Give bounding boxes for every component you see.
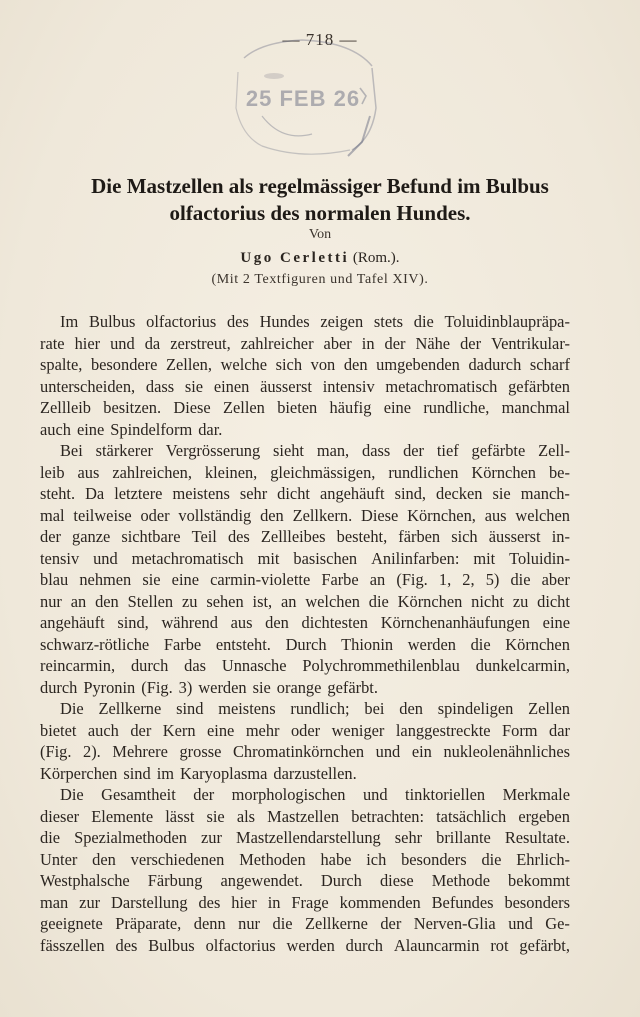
stamp-date: 25 FEB 26 — [245, 86, 361, 111]
page-number: — 718 — — [282, 30, 358, 49]
title-line-1: Die Mastzellen als regelmässiger Befund im Bulbus — [91, 174, 549, 198]
text-line: Körperchen sind im Karyoplasma darzustellen. — [40, 763, 357, 783]
text-line: durch Pyronin (Fig. 3) werden sie orange gefärbt. — [40, 677, 378, 697]
title-line-2: olfactorius des normalen Hundes. — [169, 201, 471, 225]
text-line: Unter den verschiedenen Methoden habe ich besonders die Ehrlich- — [40, 849, 570, 869]
author-name: Ugo Cerletti — [240, 250, 350, 266]
text-line: schwarz-rötliche Farbe entsteht. Durch Thionin werden die Körnchen — [40, 634, 570, 654]
text-line: auch eine Spindelform dar. — [40, 419, 223, 439]
text-line: man zur Darstellung des hier in Frage kommenden Befundes besonders — [40, 892, 570, 912]
text-line: die Spezialmethoden zur Mastzellendarstellung sehr brillante Resultate. — [40, 828, 570, 847]
text-line: (Fig. 2). Mehrere grosse Chromatinkörnchen und ein nukleolenähnliches — [40, 742, 570, 761]
author-line — [0, 250, 640, 267]
text-line: Die Zellkerne sind meistens rundlich; bei den spindeligen Zellen — [60, 699, 570, 718]
text-line: rate hier und da zerstreut, zahlreicher aber in der Nähe der Ventrikular- — [40, 333, 570, 353]
byline-von: Von — [308, 227, 332, 242]
text-line: reincarmin, durch das Unnasche Polychrommethilenblau dunkelcarmin, — [40, 656, 570, 675]
article-title — [0, 173, 640, 227]
text-line: Im Bulbus olfactorius des Hundes zeigen stets die Toluidinblaupräpa- — [60, 312, 570, 331]
text-line: steht. Da letztere meistens sehr dicht angehäuft sind, decken sie manch- — [40, 484, 570, 503]
text-line: Bei stärkerer Vergrösserung sieht man, dass der tief gefärbte Zell- — [60, 441, 570, 460]
text-line: Zellleib besitzen. Diese Zellen bieten häufig eine rundliche, manchmal — [40, 398, 570, 417]
text-line: fässzellen des Bulbus olfactorius werden durch Alauncarmin rot gefärbt, — [40, 935, 570, 955]
body-text — [40, 311, 570, 956]
text-line: tensiv und metachromatisch mit basischen Anilinfarben: mit Toluidin- — [40, 548, 570, 568]
text-line: dieser Elemente lässt sie als Mastzellen betrachten: tatsächlich ergeben — [40, 806, 570, 826]
text-line: spalte, besondere Zellen, welche sich von den umgebenden dadurch scharf — [40, 355, 570, 374]
figures-note: (Mit 2 Textfiguren und Tafel XIV). — [211, 272, 429, 287]
text-line: leib aus zahlreichen, kleinen, gleichmässigen, rundlichen Körnchen be- — [40, 462, 570, 482]
text-line: nur an den Stellen zu sehen ist, an welchen die Körnchen nicht zu dicht — [40, 591, 570, 611]
text-line: mal teilweise oder vollständig den Zellkern. Diese Körnchen, aus welchen — [40, 505, 570, 525]
text-line: der ganze sichtbare Teil des Zellleibes besteht, färben sich äusserst in- — [40, 527, 570, 546]
text-line: unterscheiden, dass sie einen äusserst intensiv metachromatisch gefärbten — [40, 376, 570, 396]
text-line: Die Gesamtheit der morphologischen und tinktoriellen Merkmale — [60, 785, 570, 804]
library-stamp — [222, 38, 384, 160]
text-line: angehäuft sind, während aus den dichtesten Körnchenanhäufungen eine — [40, 613, 570, 632]
text-line: Westphalsche Färbung angewendet. Durch diese Methode bekommt — [40, 871, 570, 890]
text-line: geeignete Präparate, denn nur die Zellkerne der Nerven-Glia und Ge- — [40, 914, 570, 933]
author-affiliation: (Rom.). — [352, 250, 400, 266]
text-line: blau nehmen sie eine carmin-violette Farbe an (Fig. 1, 2, 5) die aber — [40, 570, 570, 589]
text-line: bietet auch der Kern eine mehr oder weniger langgestreckte Form dar — [40, 720, 570, 740]
